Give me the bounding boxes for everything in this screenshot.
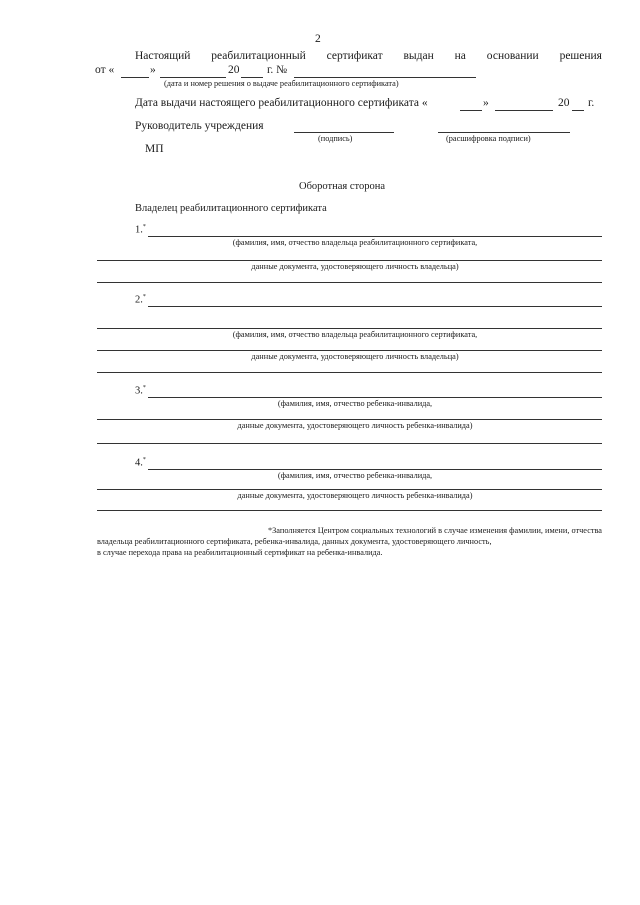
basis-year-field[interactable] [241,77,263,78]
reverse-title: Оборотная сторона [299,181,385,192]
basis-quote-close: » [150,64,156,76]
issue-year-field[interactable] [572,110,584,111]
entry-caption-name: (фамилия, имя, отчество ребенка-инвалида, [277,471,433,480]
owner-heading: Владелец реабилитационного сертификата [135,203,327,214]
entry-caption-document: данные документа, удостоверяющего личность ребенка-инвалида) [237,491,473,500]
entry-name-field-continued[interactable] [97,328,602,329]
entry-caption-document: данные документа, удостоверяющего личность владельца) [251,352,459,361]
signature-caption: (подпись) [318,134,353,143]
issue-year-label: 20 [558,97,570,109]
basis-year-label: 20 [228,64,240,76]
basis-word: реабилитационный [211,50,306,62]
entry-extra-field[interactable] [97,443,602,444]
basis-day-field[interactable] [121,77,149,78]
basis-month-field[interactable] [160,77,226,78]
entry-document-field[interactable] [97,350,602,351]
issue-quote-close: » [483,97,489,109]
basis-from-label: от « [95,64,115,76]
basis-word: Настоящий [135,50,191,62]
basis-number-field[interactable] [294,77,476,78]
entry-caption-name: (фамилия, имя, отчество ребенка-инвалида, [277,399,433,408]
head-signature-field[interactable] [294,132,394,133]
entry-extra-field[interactable] [97,282,602,283]
entry-document-field[interactable] [97,489,602,490]
page-number: 2 [315,33,321,45]
basis-word: сертификат [326,50,383,62]
head-label: Руководитель учреждения [135,120,264,132]
entry-name-field[interactable] [148,236,602,237]
footnote-line: владельца реабилитационного сертификата, ребенка-инвалида, данных документа, удостоверяющего личность, [97,537,492,546]
basis-word: выдан [403,50,434,62]
footnote [97,525,602,558]
entry-extra-field[interactable] [97,510,602,511]
basis-statement [135,50,602,62]
basis-word: основании [486,50,539,62]
issue-year-suffix: г. [588,97,595,109]
entry-number: 3.* [135,385,146,397]
basis-word: решения [559,50,602,62]
footnote-line: *Заполняется Центром социальных технологий в случае изменения фамилии, имени, отчества [268,526,602,535]
entry-document-field[interactable] [97,260,602,261]
entry-caption-name: (фамилия, имя, отчество владельца реабилитационного сертификата, [232,238,478,247]
basis-word: на [454,50,466,62]
entry-number: 1.* [135,224,146,236]
entry-name-field[interactable] [148,469,602,470]
head-signature-decoding-field[interactable] [438,132,570,133]
stamp-label: МП [145,143,164,155]
entry-caption-document: данные документа, удостоверяющего личность владельца) [251,262,459,271]
entry-name-field[interactable] [148,306,602,307]
entry-extra-field[interactable] [97,372,602,373]
issue-month-field[interactable] [495,110,553,111]
entry-caption-name: (фамилия, имя, отчество владельца реабилитационного сертификата, [232,330,478,339]
entry-number: 4.* [135,457,146,469]
footnote-line: в случае перехода права на реабилитационный сертификат на ребенка-инвалида. [97,548,383,557]
entry-name-field[interactable] [148,397,602,398]
entry-document-field[interactable] [97,419,602,420]
signature-decoding-caption: (расшифровка подписи) [446,134,531,143]
basis-year-suffix: г. № [267,64,288,76]
issue-date-label: Дата выдачи настоящего реабилитационного сертификата « [135,97,428,109]
entry-number: 2.* [135,294,146,306]
entry-caption-document: данные документа, удостоверяющего личность ребенка-инвалида) [237,421,473,430]
basis-caption: (дата и номер решения о выдаче реабилитационного сертификата) [164,79,399,88]
issue-day-field[interactable] [460,110,482,111]
